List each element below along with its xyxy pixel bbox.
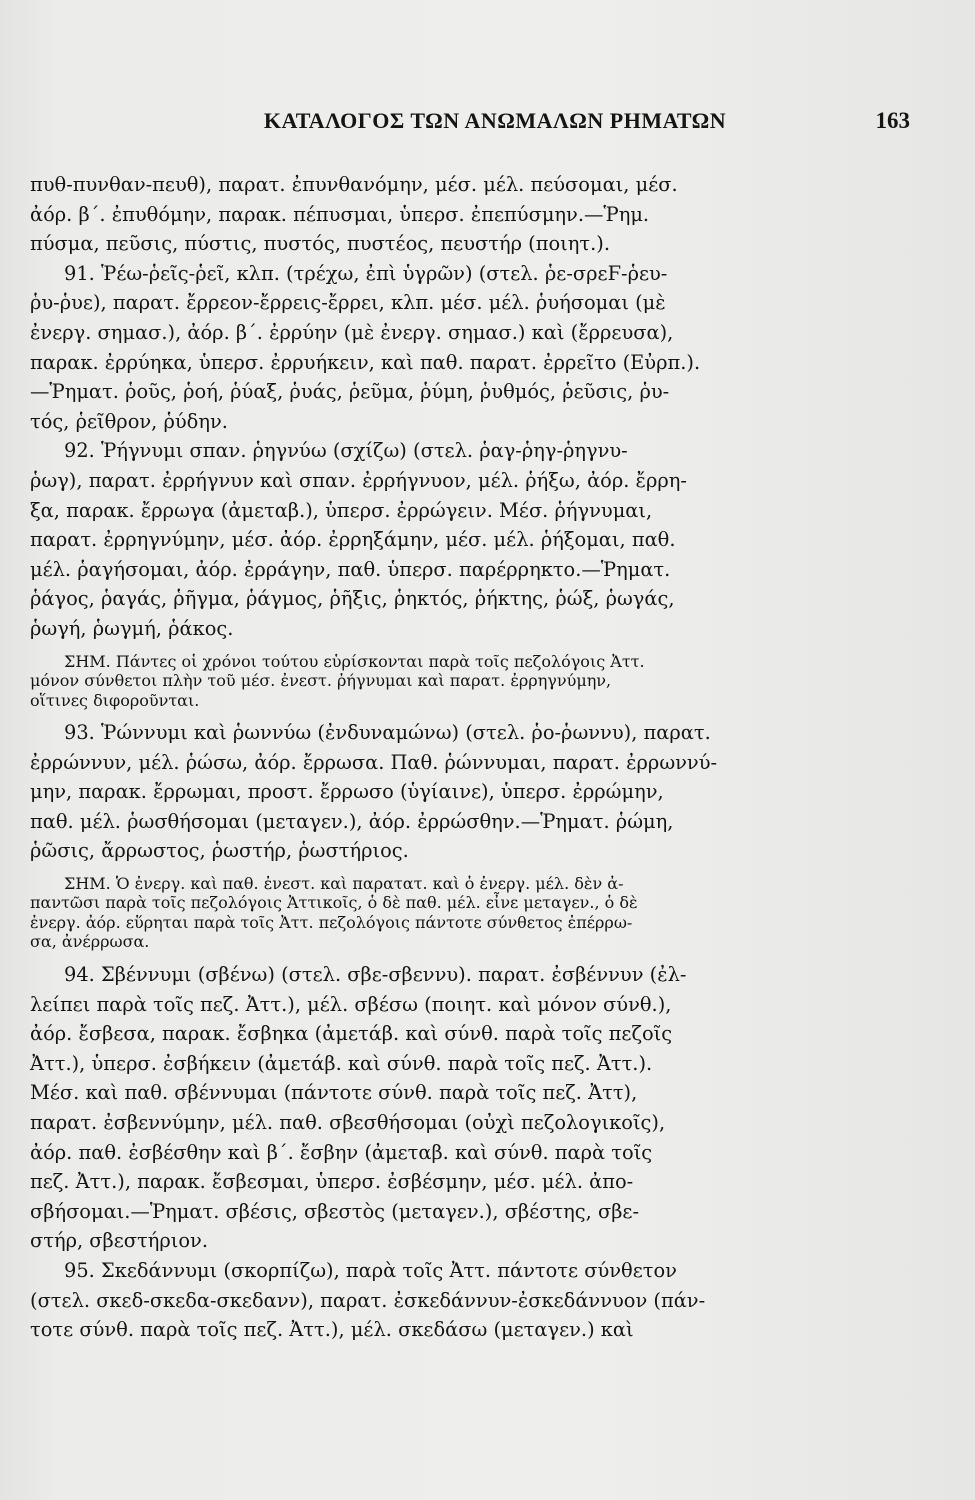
text-line: ῥωγή, ῥωγμή, ῥάκος.	[30, 616, 234, 640]
text-line: ἐρρώννυν, μέλ. ῥώσω, ἀόρ. ἔρρωσα. Παθ. ῥώννυμαι, παρατ. ἐρρωννύ-	[30, 750, 718, 774]
text-line: πύσμα, πεῦσις, πύστις, πυστός, πυστέος, πευστήρ (ποιητ.).	[30, 232, 610, 256]
text-line: τός, ῥεῖθρον, ῥύδην.	[30, 409, 228, 433]
note-block-1	[30, 652, 788, 711]
text-line: πεζ. Ἀττ.), παρακ. ἔσβεσμαι, ὑπερσ. ἐσβέσμην, μέσ. μέλ. ἀπο-	[30, 1170, 634, 1194]
text-line: ῥυ-ῥυε), παρατ. ἔρρεον-ἔρρεις-ἔρρει, κλπ. μέσ. μέλ. ῥυήσομαι (μὲ	[30, 291, 666, 315]
page-header	[150, 108, 910, 148]
text-line: ἐνεργ. σημασ.), ἀόρ. β΄. ἐρρύην (μὲ ἐνεργ. σημασ.) καὶ (ἔρρευσα),	[30, 320, 674, 344]
text-line: Ἀττ.), ὑπερσ. ἐσβήκειν (ἀμετάβ. καὶ σύνθ. παρὰ τοῖς πεζ. Ἀττ.).	[30, 1051, 653, 1075]
text-line: ῥῶσις, ἄρρωστος, ῥωστήρ, ῥωστήριος.	[30, 839, 409, 863]
text-line: Μέσ. καὶ παθ. σβέννυμαι (πάντοτε σύνθ. παρὰ τοῖς πεζ. Ἀττ),	[30, 1081, 638, 1105]
text-line: ξα, παρακ. ἔρρωγα (ἀμεταβ.), ὑπερσ. ἐρρώγειν. Μέσ. ῥήγνυμαι,	[30, 498, 653, 522]
text-line: ῥάγος, ῥαγάς, ῥῆγμα, ῥάγμος, ῥῆξις, ῥηκτός, ῥήκτης, ῥώξ, ῥωγάς,	[30, 587, 675, 611]
text-line: ῥωγ), παρατ. ἐρρήγνυν καὶ σπαν. ἐρρήγνυον, μέλ. ῥήξω, ἀόρ. ἔρρη-	[30, 468, 687, 492]
note-line: μόνον σύνθετοι πλὴν τοῦ μέσ. ἐνεστ. ῥήγνυμαι καὶ παρατ. ἐρρηγνύμην,	[30, 671, 612, 690]
text-line: ἀόρ. ἔσβεσα, παρακ. ἔσβηκα (ἀμετάβ. καὶ σύνθ. παρὰ τοῖς πεζοῖς	[30, 1022, 673, 1046]
entry-93-heading: 93. Ῥώννυμι καὶ ῥωννύω (ἐνδυναμώνω) (στελ. ῥο-ῥωννυ), παρατ.	[64, 721, 711, 744]
running-title: ΚΑΤΑΛΟΓΟΣ ΤΩΝ ΑΝΩΜΑΛΩΝ ΡΗΜΑΤΩΝ	[263, 108, 727, 133]
text-line: —Ῥηματ. ῥοῦς, ῥοή, ῥύαξ, ῥυάς, ῥεῦμα, ῥύμη, ῥυθμός, ῥεῦσις, ῥυ-	[30, 380, 670, 404]
text-line: μέλ. ῥαγήσομαι, ἀόρ. ἐρράγην, παθ. ὑπερσ. παρέρρηκτο.—Ῥηματ.	[30, 557, 671, 581]
note-line: οἵτινες διφοροῦνται.	[30, 690, 200, 710]
text-line: παθ. μέλ. ῥωσθήσομαι (μεταγεν.), ἀόρ. ἐρρώσθην.—Ῥηματ. ῥώμη,	[30, 809, 674, 833]
text-line: (στελ. σκεδ-σκεδα-σκεδανν), παρατ. ἐσκεδάννυν-ἐσκεδάννυον (πάν-	[30, 1288, 706, 1312]
note-line: ΣΗΜ. Ὁ ἐνεργ. καὶ παθ. ἐνεστ. καὶ παρατατ. καὶ ὁ ἐνεργ. μέλ. δὲν ἀ-	[64, 873, 624, 893]
page-number: 163	[875, 108, 910, 133]
text-line: παρατ. ἐσβεννύμην, μέλ. παθ. σβεσθήσομαι (οὐχὶ πεζολογικοῖς),	[30, 1110, 666, 1134]
text-line: τοτε σύνθ. παρὰ τοῖς πεζ. Ἀττ.), μέλ. σκεδάσω (μεταγεν.) καὶ	[30, 1318, 634, 1342]
note-line: ἐνεργ. ἀόρ. εὕρηται παρὰ τοῖς Ἀττ. πεζολόγοις πάντοτε σύνθετος ἐπέρρω-	[30, 912, 633, 932]
text-line: μην, παρακ. ἔρρωμαι, προστ. ἔρρωσο (ὑγίαινε), ὑπερσ. ἐρρώμην,	[30, 780, 664, 804]
note-line: παντῶσι παρὰ τοῖς πεζολόγοις Ἀττικοῖς, ὁ δὲ παθ. μέλ. εἶνε μεταγεν., ὁ δὲ	[30, 893, 638, 913]
entry-94-heading: 94. Σβέννυμι (σβένω) (στελ. σβε-σβεννυ). παρατ. ἐσβέννυν (ἐλ-	[64, 962, 687, 986]
entry-91-heading: 91. Ῥέω-ῥεῖς-ῥεῖ, κλπ. (τρέχω, ἐπὶ ὑγρῶν) (στελ. ῥε-σρεϜ-ῥευ-	[64, 261, 668, 285]
note-line: ΣΗΜ. Πάντες οἱ χρόνοι τούτου εὑρίσκονται παρὰ τοῖς πεζολόγοις Ἀττ.	[64, 651, 645, 671]
text-line: πυθ-πυνθαν-πευθ), παρατ. ἐπυνθανόμην, μέσ. μέλ. πεύσομαι, μέσ.	[30, 173, 678, 196]
text-line: σβήσομαι.—Ῥηματ. σβέσις, σβεστὸς (μεταγεν.), σβέστης, σβε-	[30, 1199, 640, 1223]
text-line: ἀόρ. β΄. ἐπυθόμην, παρακ. πέπυσμαι, ὑπερσ. ἐπεπύσμην.—Ῥημ.	[30, 202, 650, 226]
text-line: ἀόρ. παθ. ἐσβέσθην καὶ β΄. ἔσβην (ἀμεταβ. καὶ σύνθ. παρὰ τοῖς	[30, 1140, 653, 1164]
text-line: παρατ. ἐρρηγνύμην, μέσ. ἀόρ. ἐρρηξάμην, μέσ. μέλ. ῥήξομαι, παθ.	[30, 528, 676, 552]
main-text	[30, 170, 788, 1345]
text-line: λείπει παρὰ τοῖς πεζ. Ἀττ.), μέλ. σβέσω (ποιητ. καὶ μόνον σύνθ.),	[30, 992, 672, 1016]
entry-92-heading: 92. Ῥήγνυμι σπαν. ῥηγνύω (σχίζω) (στελ. ῥαγ-ῥηγ-ῥηγνυ-	[64, 439, 628, 463]
text-line: παρακ. ἐρρύηκα, ὑπερσ. ἐρρυήκειν, καὶ παθ. παρατ. ἐρρεῖτο (Εὐρπ.).	[30, 350, 701, 374]
text-line: στήρ, σβεστήριον.	[30, 1229, 209, 1253]
note-block-2	[30, 874, 788, 952]
entry-95-heading: 95. Σκεδάννυμι (σκορπίζω), παρὰ τοῖς Ἀττ. πάντοτε σύνθετον	[64, 1258, 677, 1282]
note-line: σα, ἀνέρρωσα.	[30, 932, 150, 952]
